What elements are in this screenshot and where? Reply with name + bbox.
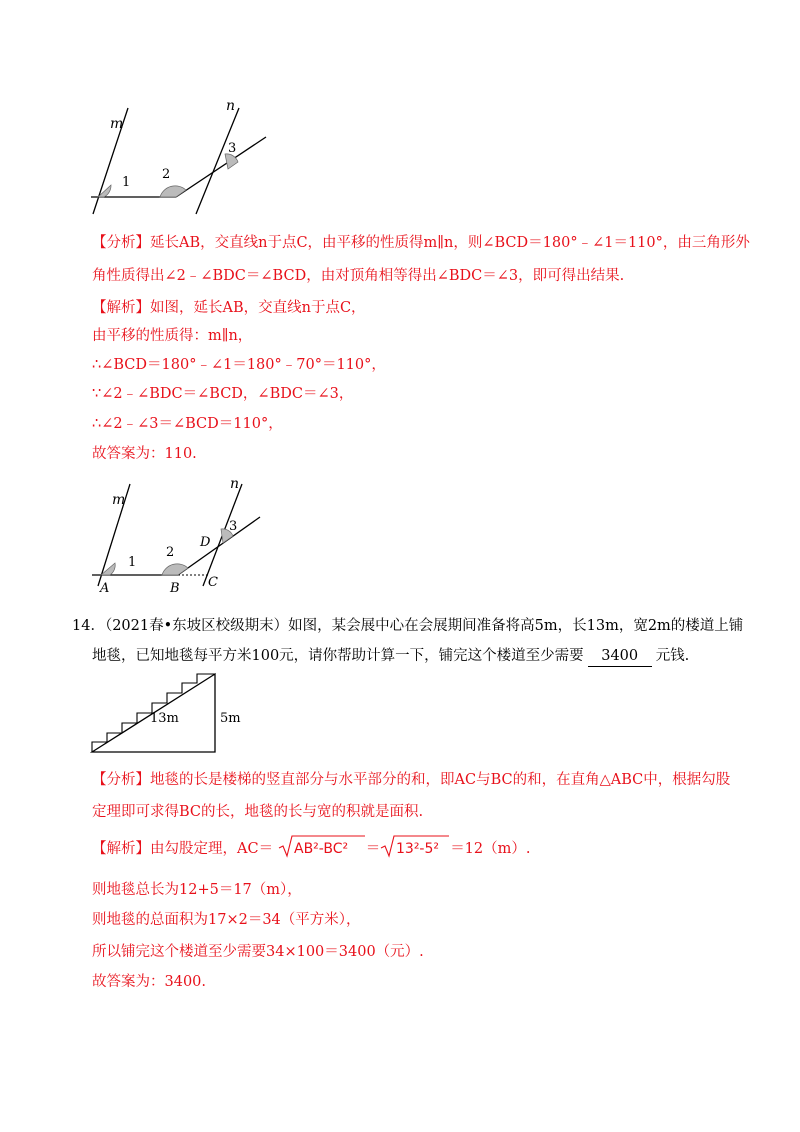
figure-parallel-lines-1 [88, 96, 270, 220]
fig2-label-n: n [230, 476, 240, 492]
q14-stem-line-2 [92, 646, 689, 667]
fig2-label-C: C [208, 575, 218, 590]
figure-staircase [90, 670, 250, 756]
q13-step-2: ∴∠BCD＝180°﹣∠1＝180°﹣70°＝110°， [92, 357, 386, 373]
fig1-label-n: n [226, 98, 236, 114]
fig2-label-D: D [200, 535, 211, 550]
q14-step-1: 则地毯总长为12+5＝17（m）， [92, 882, 302, 898]
sqrt-13-5-radicand: 13²-5² [396, 841, 440, 857]
fig2-label-3: 3 [229, 519, 238, 534]
q14-solution-post: ＝12（m）. [450, 841, 531, 857]
q13-analysis-tag: 【分析】 [92, 235, 150, 251]
q14-step-3: 所以铺完这个楼道至少需要34×100＝3400（元）. [92, 944, 424, 960]
sqrt-ab-bc [278, 834, 366, 864]
fig1-label-1: 1 [122, 175, 131, 190]
sqrt-13-5 [380, 834, 450, 864]
q14-step-2: 则地毯的总面积为17×2＝34（平方米）， [92, 912, 361, 928]
fig3-label-hyp: 13m [150, 711, 179, 726]
fig1-label-m: m [110, 116, 124, 132]
figure-parallel-lines-2 [90, 474, 270, 596]
fig2-label-2: 2 [166, 545, 175, 560]
fig3-label-height: 5m [220, 711, 241, 726]
q13-step-3: ∵∠2﹣∠BDC＝∠BCD，∠BDC＝∠3， [92, 386, 354, 402]
fig2-label-1: 1 [128, 555, 137, 570]
q13-answer: 故答案为：110. [92, 446, 197, 462]
q13-solution-text-1: 如图，延长AB，交直线n于点C， [150, 300, 366, 316]
q13-analysis-line-1 [92, 233, 750, 253]
sqrt-ab-bc-radicand: AB²-BC² [293, 841, 348, 857]
fig2-label-m: m [112, 492, 126, 508]
q14-equals: ＝ [365, 841, 381, 857]
q14-solution-tag: 【解析】 [92, 841, 150, 857]
q13-solution-line-1 [92, 298, 366, 318]
q14-number: 14． [72, 618, 105, 634]
q14-answer-blank: 3400 [588, 646, 652, 667]
q14-stem-line-1 [72, 616, 743, 636]
q14-analysis-line-2: 定理即可求得BC的长，地毯的长与宽的积就是面积. [92, 804, 424, 820]
q13-step-1: 由平移的性质得：m∥n， [92, 328, 253, 344]
q14-stem-text-2a: 地毯，已知地毯每平方米100元，请你帮助计算一下，铺完这个楼道至少需要 [92, 648, 584, 664]
q13-analysis-text-1: 延长AB，交直线n于点C，由平移的性质得m∥n，则∠BCD＝180°﹣∠1＝110°，由三角形外 [150, 235, 750, 251]
q14-stem-text-2b: 元钱. [655, 648, 690, 664]
q14-stem-text-1: （2021春•东坡区校级期末）如图，某会展中心在会展期间准备将高5m，长13m，宽2m的楼道上铺 [104, 618, 744, 634]
fig1-label-3: 3 [228, 141, 237, 156]
q13-step-4: ∴∠2﹣∠3＝∠BCD＝110°， [92, 416, 283, 432]
q13-solution-tag: 【解析】 [92, 300, 150, 316]
q14-analysis-text-1: 地毯的长是楼梯的竖直部分与水平部分的和，即AC与BC的和，在直角△ABC中，根据勾股 [150, 772, 731, 788]
q14-solution-line-1 [92, 834, 531, 862]
fig2-label-A: A [100, 581, 110, 596]
fig1-label-2: 2 [162, 167, 171, 182]
q14-solution-pre: 由勾股定理，AC＝ [150, 841, 274, 857]
q14-analysis-line-1 [92, 770, 730, 790]
q13-analysis-line-2: 角性质得出∠2﹣∠BDC＝∠BCD，由对顶角相等得出∠BDC＝∠3，即可得出结果. [92, 268, 625, 284]
q14-analysis-tag: 【分析】 [92, 772, 150, 788]
fig2-label-B: B [170, 581, 180, 596]
q14-answer: 故答案为：3400. [92, 974, 207, 990]
